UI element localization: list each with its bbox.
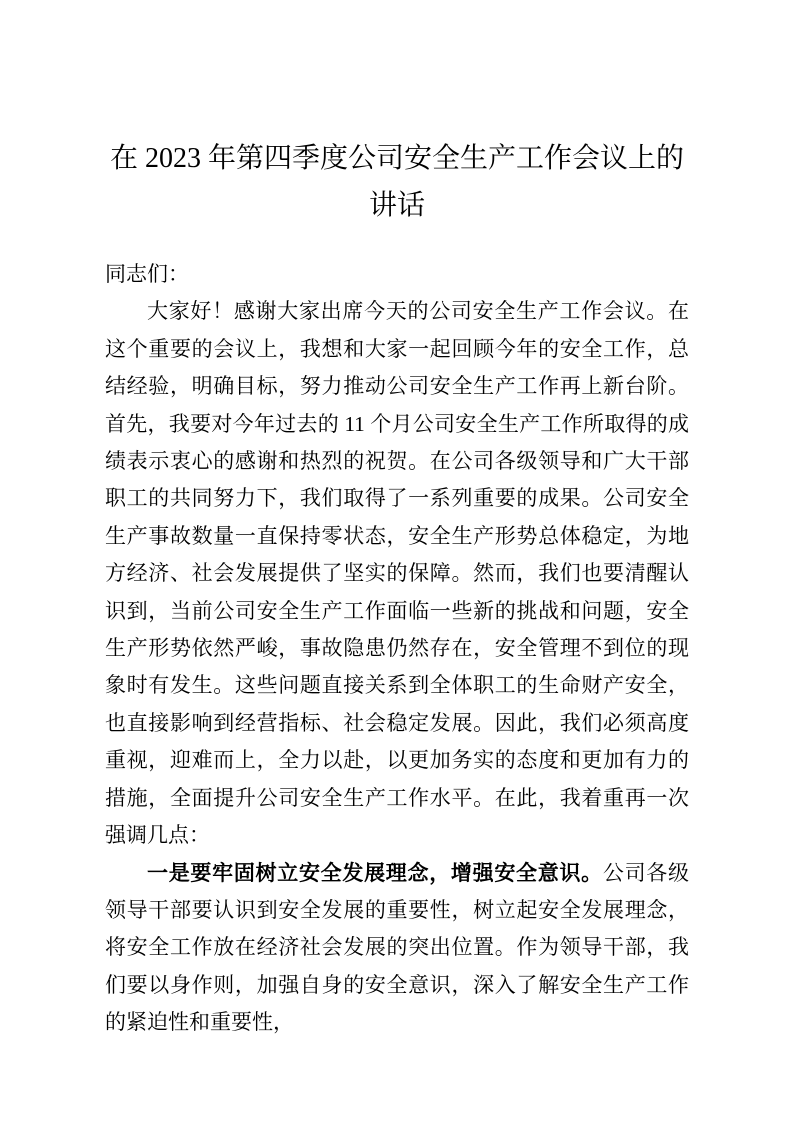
document-title-line-1: 在 2023 年第四季度公司安全生产工作会议上的 <box>109 143 684 174</box>
document-body <box>105 256 689 1042</box>
salutation: 同志们： <box>105 262 189 286</box>
point-one-heading: 一是要牢固树立安全发展理念，增强安全意识。 <box>147 861 603 885</box>
paragraph-point-one <box>105 855 689 1042</box>
document-title-line-2: 讲话 <box>368 190 425 221</box>
point-one-body: 公司各级领导干部要认识到安全发展的重要性，树立起安全发展理念，将安全工作放在经济社会发展的突出位置。作为领导干部，我们要以身作则，加强自身的安全意识，深入了解安全生产工作的紧迫性和重要性， <box>105 860 689 1035</box>
document-title <box>105 135 689 229</box>
paragraph-opening: 大家好！感谢大家出席今天的公司安全生产工作会议。在这个重要的会议上，我想和大家一起回顾今年的安全工作，总结经验，明确目标，努力推动公司安全生产工作再上新台阶。首先，我要对今年过去的 11 个月公司安全生产工作所取得的成绩表示衷心的感谢和热烈的祝贺。在公司各级领导和广大干部职工的共同努力下，我们取得了一系列重要的成果。公司安全生产事故数量一直保持零状态，安全生产形势总体稳定，为地方经济、社会发展提供了坚实的保障。然而，我们也要清醒认识到，当前公司安全生产工作面临一些新的挑战和问题，安全生产形势依然严峻，事故隐患仍然存在，安全管理不到位的现象时有发生。这些问题直接关系到全体职工的生命财产安全，也直接影响到经营指标、社会稳定发展。因此，我们必须高度重视，迎难而上，全力以赴，以更加务实的态度和更加有力的措施，全面提升公司安全生产工作水平。在此，我着重再一次强调几点： <box>105 299 689 848</box>
